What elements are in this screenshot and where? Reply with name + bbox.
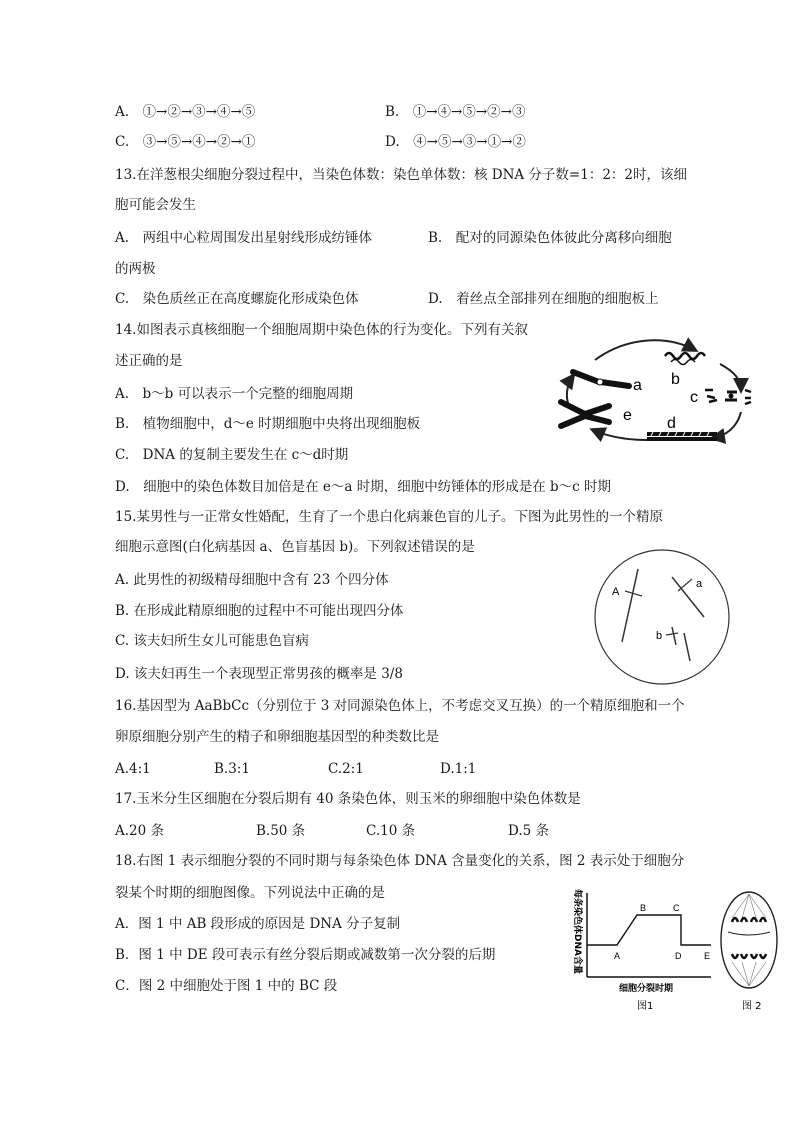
cycle-arrow-d-e — [593, 430, 647, 440]
q12-option-b: B. ①→④→⑤→②→③ — [385, 104, 526, 120]
gene-a-marker — [678, 579, 692, 591]
fig2-caption: 图 2 — [742, 1001, 762, 1012]
fig1-dna-curve — [587, 915, 711, 945]
chromosome-d — [647, 432, 717, 439]
q15-stem-line2: 细胞示意图(白化病基因 a、色盲基因 b)。下列叙述错误的是 — [115, 539, 475, 555]
gene-b-marker — [666, 633, 678, 635]
chromosome-e — [561, 402, 609, 426]
q14-option-b: B. 植物细胞中，d～e 时期细胞中央将出现细胞板 — [115, 416, 421, 432]
chromosomes-top — [732, 918, 766, 922]
q13-stem-line1: 13.在洋葱根尖细胞分裂过程中，当染色体数：染色单体数：核 DNA 分子数=1：2：2时，该细 — [115, 167, 688, 183]
q15-option-a: A. 此男性的初级精母细胞中含有 23 个四分体 — [115, 572, 389, 588]
q18-option-c: C．图 2 中细胞处于图 1 中的 BC 段 — [115, 978, 338, 994]
fig1-ylabel: 每条染色体DNA含量 — [572, 889, 582, 974]
q18-stem-line1: 18.右图 1 表示细胞分裂的不同时期与每条染色体 DNA 含量变化的关系，图 2 表示处于细胞分 — [115, 853, 685, 869]
chromosome-a — [573, 372, 629, 386]
cell-outline — [721, 892, 777, 988]
q18-stem-line2: 裂某个时期的细胞图像。下列说法中正确的是 — [115, 885, 385, 901]
q16-stem-line2: 卵原细胞分别产生的精子和卵细胞基因型的种类数比是 — [115, 729, 439, 745]
q14-option-c: C. DNA 的复制主要发生在 c～d时期 — [115, 447, 349, 463]
fig1-caption: 图1 — [637, 1001, 654, 1012]
q13-stem-line2: 胞可能会发生 — [115, 197, 196, 213]
q18-option-a: A．图 1 中 AB 段形成的原因是 DNA 分子复制 — [115, 916, 401, 932]
q13-option-a: A. 两组中心粒周围发出星射线形成纺锤体 — [115, 230, 373, 246]
q16-option-b: B.3:1 — [214, 761, 250, 777]
label-e: e — [623, 407, 632, 424]
q16-stem-line1: 16.基因型为 AaBbCc（分别位于 3 对同源染色体上，不考虑交叉互换）的一个精原细胞和一个 — [115, 698, 685, 714]
fig1-point-e: E — [704, 951, 711, 961]
q13-option-b-line1: B. 配对的同源染色体彼此分离移向细胞 — [428, 230, 672, 246]
fig1-point-c: C — [673, 903, 680, 913]
q12-option-a: A. ①→②→③→④→⑤ — [115, 104, 256, 120]
q17-option-b: B.50 条 — [256, 823, 306, 839]
label-c: c — [690, 389, 698, 406]
chromosome-b — [672, 627, 676, 645]
label-gene-A: A — [612, 586, 620, 598]
q13-option-b-line2: 的两极 — [115, 261, 156, 277]
label-b: b — [671, 371, 680, 388]
chromatin-c — [705, 390, 751, 404]
q14-option-a: A. b～b 可以表示一个完整的细胞周期 — [115, 386, 354, 402]
cell-cycle-chromosome-figure — [555, 332, 765, 460]
q16-option-c: C.2:1 — [328, 761, 364, 777]
spindle-fibers-top — [732, 894, 766, 918]
chromatin-b — [665, 353, 705, 359]
q14-stem-line1: 14.如图表示真核细胞一个细胞周期中染色体的行为变化。下列有关叙 — [115, 322, 528, 338]
cycle-arrow-c-d — [713, 412, 741, 438]
label-gene-b: b — [656, 630, 663, 642]
q16-option-a: A.4:1 — [115, 761, 151, 777]
q15-stem-line1: 15.某男性与一正常女性婚配，生育了一个患白化病兼色盲的儿子。下图为此男性的一个精原 — [115, 509, 663, 525]
fig1-point-a: A — [614, 951, 621, 961]
fig1-point-d: D — [675, 951, 682, 961]
label-d: d — [667, 415, 676, 432]
q15-option-c: C. 该夫妇所生女儿可能患色盲病 — [115, 633, 309, 649]
cycle-arrow-e-a — [567, 376, 573, 406]
cycle-arrow-b-c — [720, 364, 741, 390]
q17-stem: 17.玉米分生区细胞在分裂后期有 40 条染色体，则玉米的卵细胞中染色体数是 — [115, 791, 581, 807]
q14-option-d: D. 细胞中的染色体数目加倍是在 e～a 时期，细胞中纺锤体的形成是在 b～c 时期 — [115, 479, 612, 495]
q12-option-c: C. ③→⑤→④→②→① — [115, 134, 256, 150]
spindle-fibers-bottom — [732, 962, 766, 986]
chromosome-long — [622, 569, 638, 642]
chromosomes-bottom — [732, 954, 766, 958]
q15-option-d: D. 该夫妇再生一个表现型正常男孩的概率是 3/8 — [115, 666, 403, 682]
fig1-xlabel: 细胞分裂时期 — [619, 984, 674, 994]
q17-option-c: C.10 条 — [366, 823, 416, 839]
q13-option-c: C. 染色质丝正在高度螺旋化形成染色体 — [115, 291, 359, 307]
fig1-point-b: B — [640, 903, 647, 913]
q14-stem-line2: 述正确的是 — [115, 353, 183, 369]
q13-option-d: D. 着丝点全部排列在细胞的细胞板上 — [428, 291, 659, 307]
dna-content-figure-1 — [563, 885, 715, 1013]
spermatogonium-figure — [592, 547, 732, 687]
q15-option-b: B. 在形成此精原细胞的过程中不可能出现四分体 — [115, 603, 404, 619]
chromosome-y — [684, 633, 690, 661]
dividing-cell-figure-2 — [718, 888, 780, 1013]
q17-option-d: D.5 条 — [508, 823, 550, 839]
label-a: a — [633, 377, 642, 394]
q16-option-d: D.1:1 — [440, 761, 477, 777]
cell-outline — [595, 550, 729, 684]
q17-option-a: A.20 条 — [115, 823, 165, 839]
label-gene-a: a — [696, 578, 703, 590]
q12-option-d: D. ④→⑤→③→①→② — [385, 134, 526, 150]
q18-option-b: B．图 1 中 DE 段可表示有丝分裂后期或减数第一次分裂的后期 — [115, 947, 496, 963]
